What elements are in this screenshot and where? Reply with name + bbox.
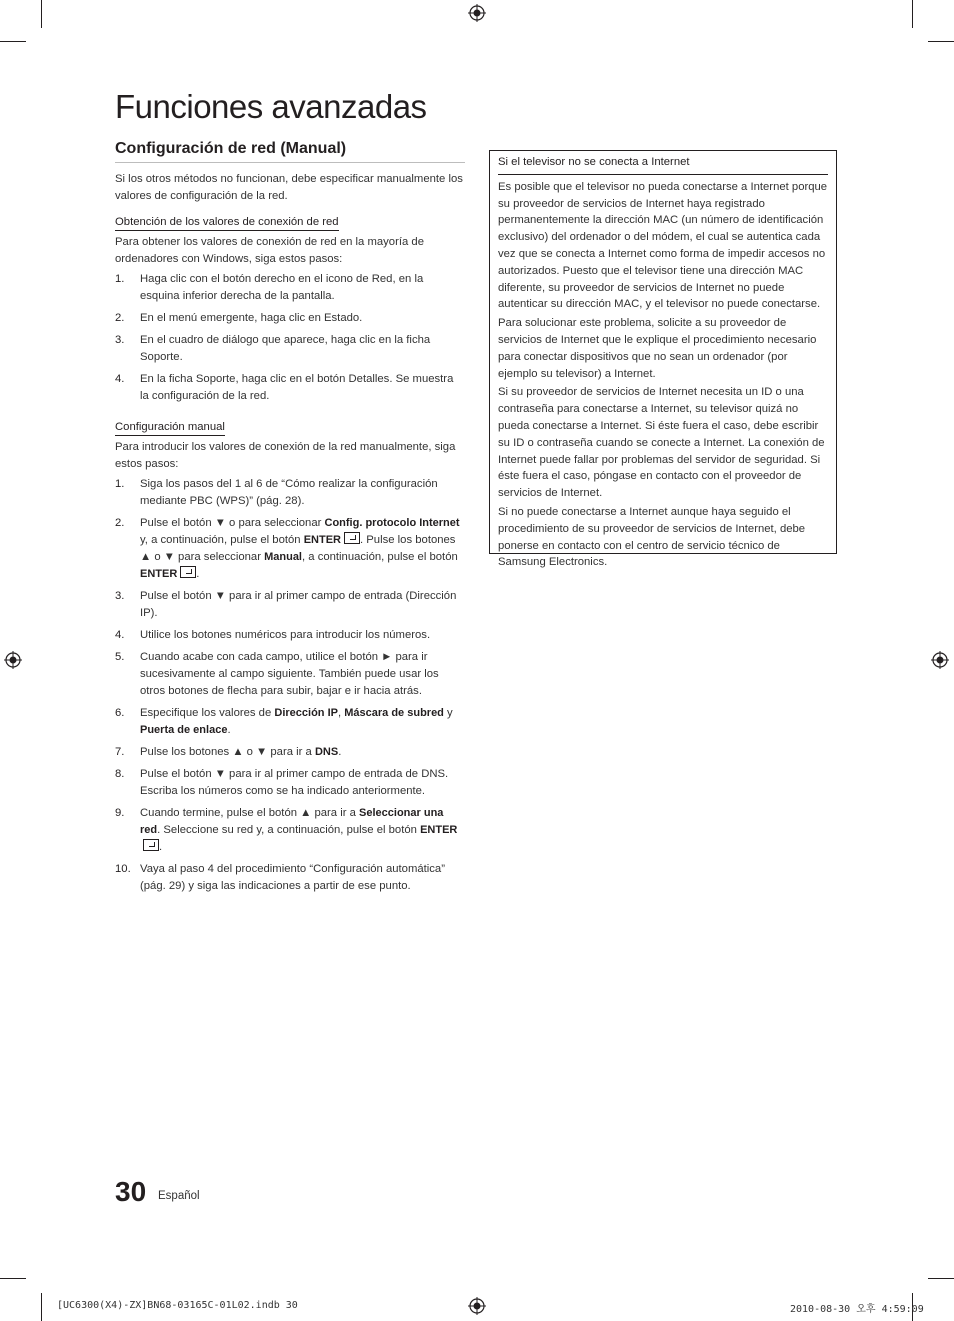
enter-key-icon [180,566,196,578]
crop-mark [41,1293,42,1321]
crop-mark [928,41,954,42]
obtain-text: Para obtener los valores de conexión de red en la mayoría de ordenadores con Windows, siga estos pasos: [115,236,424,265]
list-item: 3. En el cuadro de diálogo que aparece, haga clic en la ficha Soporte. [115,334,431,363]
print-file-info: [UC6300(X4)-ZX]BN68-03165C-01L02.indb 30 [57,1300,298,1311]
registration-mark-icon [931,651,949,669]
section-title: Configuración de red (Manual) [115,140,465,163]
list-item: 1. Haga clic con el botón derecho en el icono de Red, en la esquina inferior derecha de la pantalla. [115,273,424,302]
list-item: 5. Cuando acabe con cada campo, utilice el botón ► para ir sucesivamente al campo siguiente. También puede usar los otros botones de flecha para subir, bajar e ir hacia atrás. [115,651,439,697]
list-item: 10. Vaya al paso 4 del procedimiento “Configuración automática” (pág. 29) y siga las indicaciones a partir de ese punto. [115,863,445,892]
list-item: 9. Cuando termine, pulse el botón ▲ para ir a Seleccionar una red. Seleccione su red y, a continuación, pulse el botón ENTER. [115,807,458,853]
print-timestamp: 2010-08-30 오후 4:59:09 [790,1304,924,1315]
registration-mark-icon [468,4,486,22]
enter-key-icon [344,532,360,544]
obtain-heading: Obtención de los valores de conexión de red [115,214,339,231]
list-item: 4. Utilice los botones numéricos para introducir los números. [115,629,431,641]
note-paragraph: Para solucionar este problema, solicite a su proveedor de servicios de Internet que le explique el procedimiento necesario para conectar dispositivos que no sean un ordenador (por ejemplo su televisor) a Internet. [498,317,817,380]
list-item: 7. Pulse los botones ▲ o ▼ para ir a DNS. [115,746,342,758]
registration-mark-icon [4,651,22,669]
list-item: 2. Pulse el botón ▼ o para seleccionar Config. protocolo Internet y, a continuación, pulse el botón ENTER . Pulse los botones ▲ o ▼ para seleccionar Manual, a continuación, pulse el botón ENTER . [115,517,460,580]
list-item: 3. Pulse el botón ▼ para ir al primer campo de entrada (Dirección IP). [115,590,457,619]
note-title: Si el televisor no se conecta a Internet [498,154,828,175]
note-paragraph: Si no puede conectarse a Internet aunque haya seguido el procedimiento de su proveedor de servicios de Internet, debe ponerse en contacto con el centro de servicio técnico de Samsung Electronics. [498,505,806,569]
manual-heading: Configuración manual [115,419,225,436]
manual-text: Para introducir los valores de conexión de la red manualmente, siga estos pasos: [115,441,456,470]
crop-mark [41,0,42,28]
crop-mark [912,0,913,28]
note-box [489,150,837,569]
obtain-steps [115,271,465,405]
registration-mark-icon [468,1297,486,1315]
page-number: 30 [115,1176,147,1207]
crop-mark [0,1278,26,1279]
intro-text: Si los otros métodos no funcionan, debe especificar manualmente los valores de configuración de la red. [115,173,463,202]
page-language: Español [158,1190,200,1202]
list-item: 6. Especifique los valores de Dirección IP, Máscara de subred y Puerta de enlace. [115,707,453,736]
crop-mark [0,41,26,42]
crop-mark [928,1278,954,1279]
enter-key-icon [143,839,159,851]
list-item: 4. En la ficha Soporte, haga clic en el botón Detalles. Se muestra la configuración de la red. [115,373,454,402]
list-item: 8. Pulse el botón ▼ para ir al primer campo de entrada de DNS. Escriba los números como se ha indicado anteriormente. [115,768,449,797]
manual-steps [115,476,465,895]
list-item: 1. Siga los pasos del 1 al 6 de “Cómo realizar la configuración mediante PBC (WPS)” (pág. 28). [115,478,438,507]
list-item: 2. En el menú emergente, haga clic en Estado. [115,312,363,324]
note-paragraph: Es posible que el televisor no pueda conectarse a Internet porque su proveedor de servicios de Internet haya registrado permanentemente la dirección MAC (un número de identificación exclusivo) del ordenador o del módem, el cual se autentica cada vez que se conecta a Internet como forma de impedir accesos no autorizados. Puesto que el televisor tiene una dirección MAC diferente, su proveedor de servicios de Internet no puede autenticar su dirección MAC, y el televisor no puede conectarse. [498,180,828,311]
left-column [115,171,465,900]
page-title: Funciones avanzadas [115,88,427,125]
note-paragraph: Si su proveedor de servicios de Internet necesita un ID o una contraseña para conectarse a Internet, su televisor quizá no pueda conectarse a Internet. Si éste fuera el caso, debe escribir su ID o contraseña cuando se conecte a Internet. La conexión de Internet puede fallar por problemas del servidor de seguridad. Si éste fuera el caso, póngase en contacto con el proveedor de servicios de Internet. [498,386,825,500]
